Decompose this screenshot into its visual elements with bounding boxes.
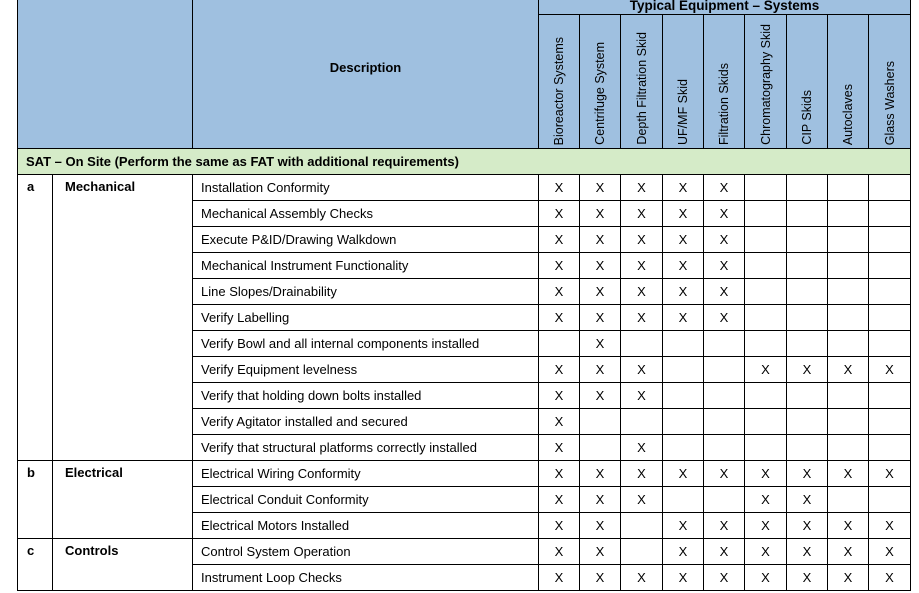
applicability-mark: X <box>621 279 663 305</box>
applicability-mark: X <box>580 227 621 253</box>
applicability-mark: X <box>539 487 580 513</box>
row-description: Control System Operation <box>193 539 539 565</box>
row-description: Installation Conformity <box>193 175 539 201</box>
applicability-mark <box>621 331 663 357</box>
category-name: Mechanical <box>53 175 193 461</box>
sat-requirements-table <box>17 0 911 591</box>
applicability-mark <box>704 487 745 513</box>
system-column-label: Depth Filtration Skid <box>634 32 649 145</box>
category-name: Controls <box>53 539 193 591</box>
applicability-mark <box>745 253 787 279</box>
applicability-mark: X <box>580 565 621 591</box>
category-letter: a <box>18 175 53 461</box>
applicability-mark: X <box>580 383 621 409</box>
row-description: Verify Labelling <box>193 305 539 331</box>
row-description: Verify Bowl and all internal components installed <box>193 331 539 357</box>
applicability-mark <box>745 305 787 331</box>
applicability-mark <box>828 227 869 253</box>
applicability-mark: X <box>539 279 580 305</box>
row-description: Mechanical Instrument Functionality <box>193 253 539 279</box>
applicability-mark: X <box>539 227 580 253</box>
applicability-mark: X <box>704 513 745 539</box>
applicability-mark <box>787 435 828 461</box>
applicability-mark: X <box>580 253 621 279</box>
system-column-label: Autoclaves <box>841 83 855 145</box>
applicability-mark <box>787 253 828 279</box>
applicability-mark: X <box>663 513 704 539</box>
applicability-mark <box>869 227 911 253</box>
row-description: Verify that holding down bolts installed <box>193 383 539 409</box>
row-description: Execute P&ID/Drawing Walkdown <box>193 227 539 253</box>
applicability-mark: X <box>621 461 663 487</box>
applicability-mark: X <box>539 175 580 201</box>
applicability-mark: X <box>621 305 663 331</box>
applicability-mark: X <box>869 357 911 383</box>
applicability-mark: X <box>539 513 580 539</box>
applicability-mark <box>704 435 745 461</box>
applicability-mark <box>828 305 869 331</box>
applicability-mark: X <box>580 487 621 513</box>
applicability-mark <box>745 175 787 201</box>
system-column-label: Bioreactor Systems <box>552 36 566 145</box>
system-column-label: Filtration Skids <box>717 63 731 145</box>
applicability-mark: X <box>663 175 704 201</box>
applicability-mark <box>663 435 704 461</box>
applicability-mark <box>787 383 828 409</box>
header-corner <box>18 0 193 149</box>
applicability-mark: X <box>663 279 704 305</box>
applicability-mark: X <box>539 565 580 591</box>
system-column-header <box>663 15 704 149</box>
row-description: Verify that structural platforms correctly installed <box>193 435 539 461</box>
description-header: Description <box>193 0 539 149</box>
applicability-mark <box>828 175 869 201</box>
applicability-mark <box>787 305 828 331</box>
system-column-label: UF/MF Skid <box>676 79 690 145</box>
applicability-mark: X <box>828 461 869 487</box>
applicability-mark: X <box>539 253 580 279</box>
table-row <box>18 175 911 201</box>
section-title: SAT – On Site (Perform the same as FAT with additional requirements) <box>18 149 911 175</box>
applicability-mark <box>869 279 911 305</box>
applicability-mark <box>745 279 787 305</box>
applicability-mark: X <box>539 435 580 461</box>
applicability-mark <box>663 331 704 357</box>
applicability-mark <box>869 305 911 331</box>
applicability-mark <box>828 383 869 409</box>
system-column-header <box>828 15 869 149</box>
applicability-mark: X <box>663 461 704 487</box>
applicability-mark <box>787 227 828 253</box>
applicability-mark <box>869 409 911 435</box>
applicability-mark: X <box>621 487 663 513</box>
applicability-mark: X <box>663 565 704 591</box>
applicability-mark: X <box>828 565 869 591</box>
system-column-header <box>704 15 745 149</box>
applicability-mark: X <box>621 201 663 227</box>
row-description: Verify Agitator installed and secured <box>193 409 539 435</box>
applicability-mark: X <box>745 357 787 383</box>
applicability-mark: X <box>663 539 704 565</box>
applicability-mark <box>828 279 869 305</box>
applicability-mark: X <box>580 513 621 539</box>
system-column-label: Chromatography Skid <box>758 24 773 145</box>
applicability-mark: X <box>621 253 663 279</box>
applicability-mark: X <box>869 513 911 539</box>
applicability-mark: X <box>580 331 621 357</box>
row-description: Mechanical Assembly Checks <box>193 201 539 227</box>
applicability-mark: X <box>745 513 787 539</box>
applicability-mark <box>787 175 828 201</box>
applicability-mark: X <box>621 565 663 591</box>
row-description: Verify Equipment levelness <box>193 357 539 383</box>
category-name: Electrical <box>53 461 193 539</box>
applicability-mark <box>828 435 869 461</box>
system-column-header <box>621 15 663 149</box>
applicability-mark <box>745 383 787 409</box>
applicability-mark: X <box>704 565 745 591</box>
applicability-mark <box>745 331 787 357</box>
applicability-mark: X <box>787 357 828 383</box>
applicability-mark: X <box>704 461 745 487</box>
applicability-mark: X <box>869 539 911 565</box>
applicability-mark: X <box>745 539 787 565</box>
system-column-header <box>787 15 828 149</box>
applicability-mark <box>621 409 663 435</box>
applicability-mark: X <box>787 513 828 539</box>
applicability-mark: X <box>787 565 828 591</box>
applicability-mark: X <box>787 461 828 487</box>
applicability-mark: X <box>621 435 663 461</box>
applicability-mark: X <box>539 539 580 565</box>
applicability-mark <box>869 201 911 227</box>
applicability-mark <box>869 487 911 513</box>
applicability-mark: X <box>580 305 621 331</box>
applicability-mark: X <box>704 201 745 227</box>
applicability-mark <box>869 435 911 461</box>
category-letter: c <box>18 539 53 591</box>
row-description: Instrument Loop Checks <box>193 565 539 591</box>
applicability-mark: X <box>787 539 828 565</box>
applicability-mark: X <box>828 513 869 539</box>
system-column-header <box>580 15 621 149</box>
applicability-mark <box>787 409 828 435</box>
applicability-mark <box>869 175 911 201</box>
applicability-mark: X <box>580 357 621 383</box>
applicability-mark: X <box>704 227 745 253</box>
applicability-mark <box>745 409 787 435</box>
applicability-mark: X <box>704 539 745 565</box>
applicability-mark: X <box>539 383 580 409</box>
applicability-mark: X <box>745 487 787 513</box>
system-column-header <box>539 15 580 149</box>
applicability-mark <box>704 383 745 409</box>
applicability-mark: X <box>745 461 787 487</box>
applicability-mark: X <box>869 565 911 591</box>
applicability-mark <box>787 201 828 227</box>
system-column-label: Glass Washers <box>882 60 897 145</box>
applicability-mark <box>869 253 911 279</box>
category-letter: b <box>18 461 53 539</box>
applicability-mark: X <box>663 305 704 331</box>
applicability-mark: X <box>663 253 704 279</box>
system-column-label: CIP Skids <box>800 90 814 145</box>
applicability-mark <box>663 487 704 513</box>
applicability-mark: X <box>828 539 869 565</box>
applicability-mark <box>663 409 704 435</box>
applicability-mark: X <box>663 227 704 253</box>
applicability-mark: X <box>539 357 580 383</box>
applicability-mark <box>663 357 704 383</box>
applicability-mark: X <box>621 383 663 409</box>
applicability-mark <box>787 279 828 305</box>
applicability-mark <box>828 201 869 227</box>
applicability-mark <box>704 331 745 357</box>
applicability-mark <box>745 435 787 461</box>
applicability-mark <box>745 227 787 253</box>
applicability-mark <box>621 539 663 565</box>
applicability-mark <box>663 383 704 409</box>
applicability-mark <box>828 409 869 435</box>
equipment-group-header: Typical Equipment – Systems <box>539 0 911 15</box>
applicability-mark <box>621 513 663 539</box>
system-column-label: Centrifuge System <box>593 42 607 145</box>
applicability-mark: X <box>704 305 745 331</box>
applicability-mark: X <box>621 357 663 383</box>
applicability-mark <box>580 435 621 461</box>
applicability-mark: X <box>621 227 663 253</box>
row-description: Electrical Motors Installed <box>193 513 539 539</box>
applicability-mark: X <box>539 305 580 331</box>
applicability-mark <box>539 331 580 357</box>
applicability-mark <box>704 409 745 435</box>
applicability-mark: X <box>704 253 745 279</box>
applicability-mark: X <box>539 409 580 435</box>
applicability-mark: X <box>580 461 621 487</box>
applicability-mark <box>869 331 911 357</box>
table-row <box>18 539 911 565</box>
applicability-mark: X <box>580 201 621 227</box>
applicability-mark: X <box>745 565 787 591</box>
applicability-mark <box>745 201 787 227</box>
table-row <box>18 461 911 487</box>
applicability-mark: X <box>663 201 704 227</box>
applicability-mark: X <box>539 461 580 487</box>
applicability-mark: X <box>621 175 663 201</box>
applicability-mark: X <box>828 357 869 383</box>
applicability-mark: X <box>580 175 621 201</box>
applicability-mark <box>580 409 621 435</box>
applicability-mark <box>787 331 828 357</box>
applicability-mark: X <box>869 461 911 487</box>
applicability-mark: X <box>704 175 745 201</box>
applicability-mark: X <box>580 539 621 565</box>
applicability-mark: X <box>704 279 745 305</box>
system-column-header <box>869 15 911 149</box>
system-column-header <box>745 15 787 149</box>
row-description: Electrical Conduit Conformity <box>193 487 539 513</box>
applicability-mark <box>704 357 745 383</box>
applicability-mark: X <box>580 279 621 305</box>
row-description: Electrical Wiring Conformity <box>193 461 539 487</box>
applicability-mark <box>828 253 869 279</box>
row-description: Line Slopes/Drainability <box>193 279 539 305</box>
applicability-mark <box>869 383 911 409</box>
applicability-mark: X <box>787 487 828 513</box>
applicability-mark: X <box>539 201 580 227</box>
applicability-mark <box>828 331 869 357</box>
applicability-mark <box>828 487 869 513</box>
